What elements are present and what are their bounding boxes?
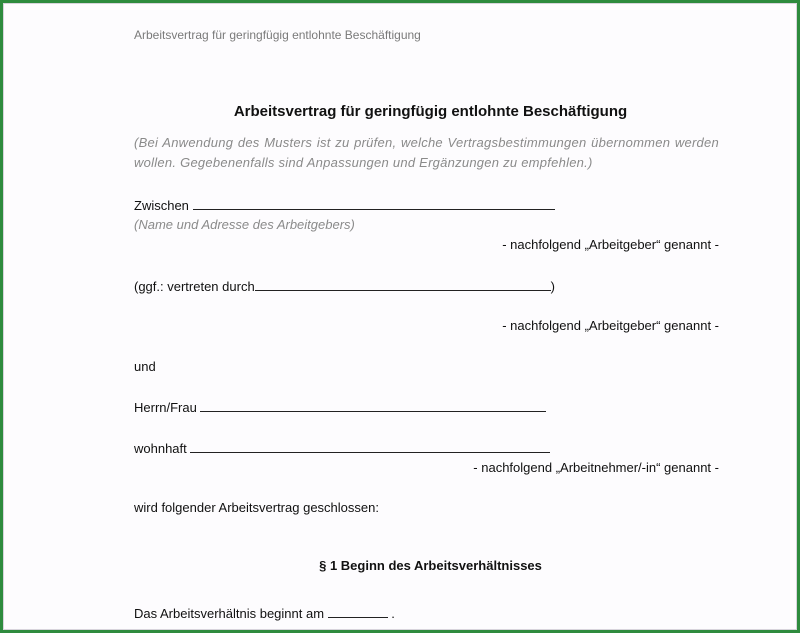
section-1-title: § 1 Beginn des Arbeitsverhältnisses <box>319 558 542 573</box>
herr-frau-label: Herrn/Frau <box>134 400 197 415</box>
represented-label: (ggf.: vertreten durch <box>134 279 255 294</box>
employer-hint <box>134 217 355 232</box>
employer-hint-text: (Name und Adresse des Arbeitgebers) <box>134 217 355 232</box>
represented-blank <box>255 278 551 291</box>
start-label: Das Arbeitsverhältnis beginnt am <box>134 606 325 621</box>
wohnhaft-line <box>134 440 550 456</box>
und-label: und <box>134 359 156 374</box>
usage-note: (Bei Anwendung des Musters ist zu prüfen, welche Vertragsbestimmungen übernommen werden wollen. Gegebenenfalls sind Anpassungen und Ergänzungen zu empfehlen.) <box>134 135 719 170</box>
address-blank <box>190 440 550 453</box>
employer-designation-2: - nachfolgend „Arbeitgeber“ genannt - <box>502 318 719 333</box>
running-header: Arbeitsvertrag für geringfügig entlohnte Beschäftigung <box>134 28 421 42</box>
start-date-line <box>134 605 395 621</box>
start-end: . <box>391 606 395 621</box>
contract-statement: wird folgender Arbeitsvertrag geschlossen: <box>134 500 379 515</box>
start-date-blank <box>328 605 388 618</box>
employee-designation: - nachfolgend „Arbeitnehmer/-in“ genannt - <box>473 460 719 475</box>
employer-blank <box>193 197 555 210</box>
employer-designation-1: - nachfolgend „Arbeitgeber“ genannt - <box>502 237 719 252</box>
employee-name-blank <box>200 399 546 412</box>
herr-frau-line <box>134 399 546 415</box>
zwischen-line <box>134 197 555 213</box>
document-page <box>3 3 797 630</box>
document-title: Arbeitsvertrag für geringfügig entlohnte Beschäftigung <box>233 103 628 120</box>
wohnhaft-label: wohnhaft <box>134 441 187 456</box>
zwischen-label: Zwischen <box>134 198 189 213</box>
represented-close: ) <box>550 279 556 294</box>
represented-line <box>134 278 555 294</box>
